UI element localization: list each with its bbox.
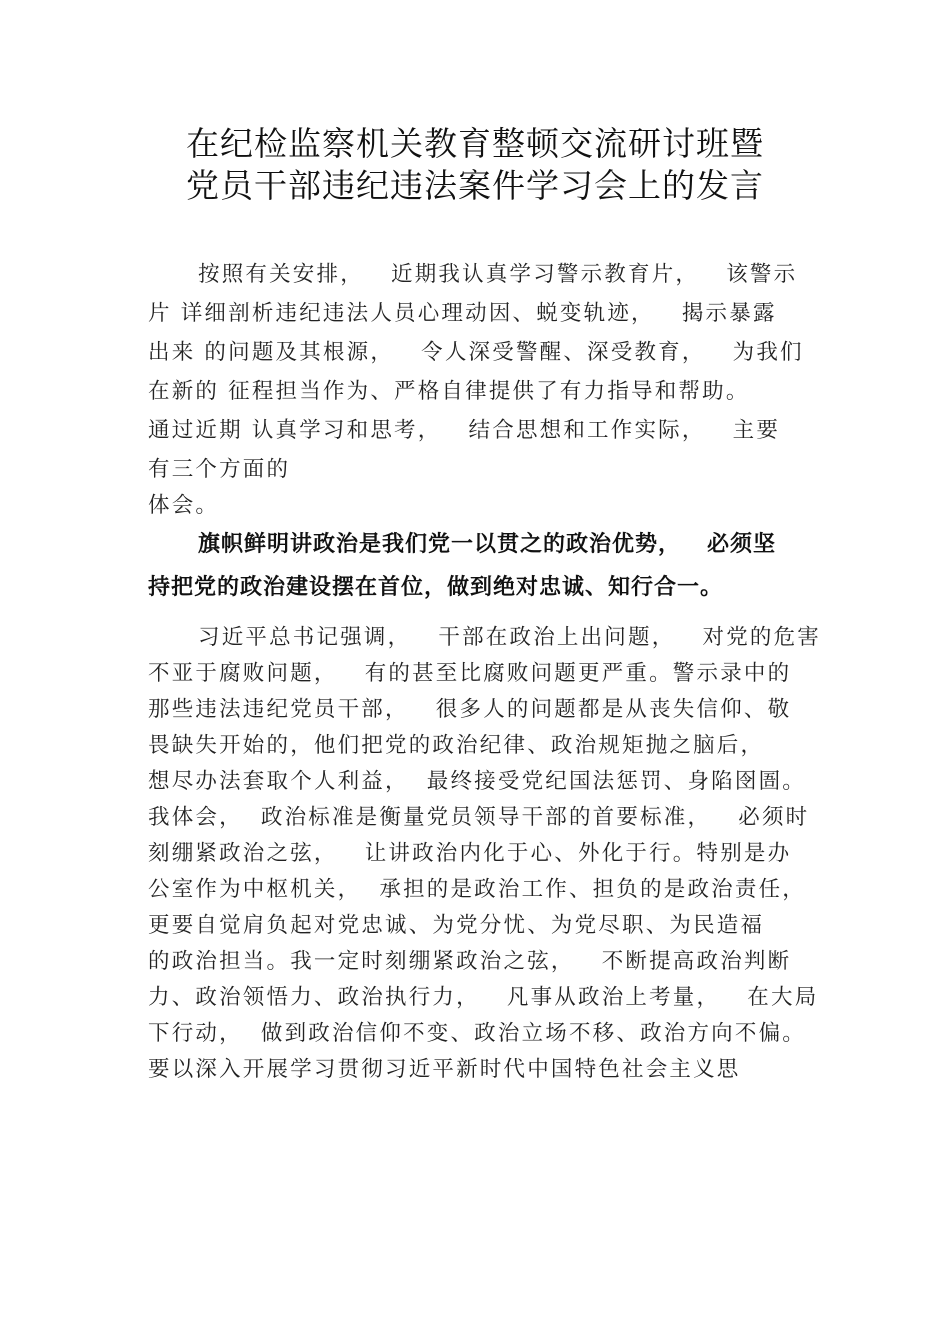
- document-title-line-2: 党员干部违纪违法案件学习会上的发言: [186, 166, 764, 205]
- paragraph-2-line: 公室作为中枢机关， 承担的是政治工作、担负的是政治责任，: [148, 877, 806, 902]
- paragraph-2-line: 力、政治领悟力、政治执行力， 凡事从政治上考量， 在大局: [148, 985, 819, 1010]
- paragraph-1-line: 体会。: [148, 493, 220, 518]
- paragraph-2-line: 那些违法违纪党员干部， 很多人的问题都是从丧失信仰、敬: [148, 697, 792, 722]
- paragraph-2-line: 的政治担当。我一定时刻绷紧政治之弦， 不断提高政治判断: [148, 949, 792, 974]
- paragraph-2-line: 畏缺失开始的，他们把党的政治纪律、政治规矩抛之脑后，: [148, 733, 765, 758]
- paragraph-2-line: 想尽办法套取个人利益， 最终接受党纪国法惩罚、身陷囹圄。: [148, 769, 806, 794]
- paragraph-1-line: 片 详细剖析违纪违法人员心理动因、蜕变轨迹， 揭示暴露: [148, 301, 777, 326]
- paragraph-2-line: 我体会， 政治标准是衡量党员领导干部的首要标准， 必须时: [148, 805, 810, 830]
- paragraph-2-line: 要以深入开展学习贯彻习近平新时代中国特色社会主义思: [148, 1057, 741, 1082]
- section-heading-line: 旗帜鲜明讲政治是我们党一以贯之的政治优势， 必须坚: [198, 532, 776, 557]
- section-heading-line: 持把党的政治建设摆在首位，做到绝对忠诚、知行合一。: [148, 575, 724, 600]
- paragraph-2-line: 习近平总书记强调， 干部在政治上出问题， 对党的危害: [198, 625, 822, 650]
- paragraph-1-line: 按照有关安排， 近期我认真学习警示教育片， 该警示: [198, 262, 798, 287]
- paragraph-2-line: 不亚于腐败问题， 有的甚至比腐败问题更严重。警示录中的: [148, 661, 792, 686]
- paragraph-1-line: 在新的 征程担当作为、严格自律提供了有力指导和帮助。: [148, 379, 750, 404]
- paragraph-2-line: 下行动， 做到政治信仰不变、政治立场不移、政治方向不偏。: [148, 1021, 806, 1046]
- paragraph-2-line: 更要自觉肩负起对党忠诚、为党分忧、为党尽职、为民造福: [148, 913, 765, 938]
- paragraph-2-line: 刻绷紧政治之弦， 让讲政治内化于心、外化于行。特别是办: [148, 841, 792, 866]
- paragraph-1-line: 有三个方面的: [148, 457, 291, 482]
- document-title-line-1: 在纪检监察机关教育整顿交流研讨班暨: [186, 124, 764, 163]
- paragraph-1-line: 出来 的问题及其根源， 令人深受警醒、深受教育， 为我们: [148, 340, 804, 365]
- paragraph-1-line: 通过近期 认真学习和思考， 结合思想和工作实际， 主要: [148, 418, 781, 443]
